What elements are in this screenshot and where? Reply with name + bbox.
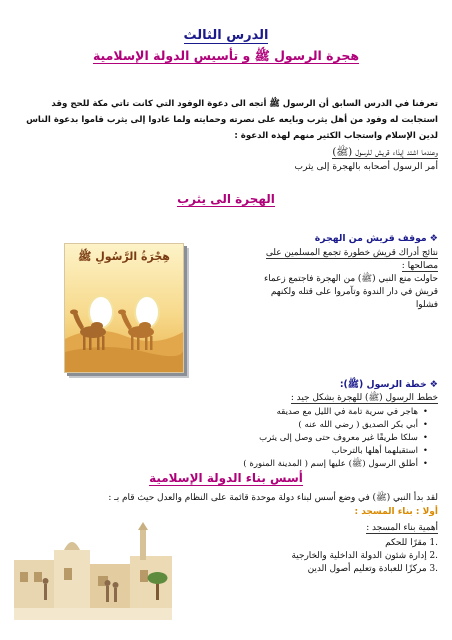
intro-paragraph: تعرفنا في الدرس السابق أن الرسول ﷺ أتجه الى دعوة الوفود التي كانت تاتي مكة للحج وقد استجابت له وفود من أهل يثرب وبايعه على نصرته وحمايته ولما عادوا إلى يثرب قاموا بدعوة الناس لدين الإسلام واستجاب الكثير منهم لهذه الدعوة : [26, 99, 438, 141]
mosque-importance-item-2-text: إدارة شئون الدولة الداخلية والخارجية [291, 551, 427, 561]
mosque-importance-item-1: .1 مقرًا للحكم [385, 538, 438, 548]
page-title-text: هجرة الرسول ﷺ و تأسيس الدولة الإسلامية [92, 48, 360, 63]
mosque-importance-item-2: .2 إدارة شئون الدولة الداخلية والخارجية [291, 551, 438, 561]
section-hijra-title-text: الهجرة الى يثرب [177, 192, 275, 206]
plan-bullet-2: • أبي بكر الصديق ( رضي الله عنه ) [120, 419, 418, 432]
medina-city-icon [14, 520, 172, 620]
quraysh-line-3: حاولت منع النبي (ﷺ) من الهجرة فاجتمع زعماء [264, 274, 438, 284]
quraysh-line-2-text: مصالحها : [401, 261, 438, 271]
quraysh-line-1-text: نتائج أدراك قريش خطورة تجمع المسلمين على [265, 248, 438, 258]
persecution-line [14, 146, 438, 159]
mosque-importance-item-1-text: مقرًا للحكم [385, 538, 427, 548]
plan-bullet-4: • استقبلهما أهلها بالترحاب [120, 445, 418, 458]
quraysh-stance-title: موقف قريش من الهجرة [314, 233, 427, 244]
plan-bullet-3: • سلكا طريقًا غير معروف حتى وصل إلى يثرب [120, 432, 418, 445]
quraysh-line-4: قريش في دار الندوة وتآمروا على قتله ولكنهم [270, 287, 438, 297]
star-bullet-icon: ❖ [429, 233, 438, 244]
quraysh-line-5: فشلوا [415, 300, 438, 310]
quraysh-line-2 [200, 260, 438, 273]
prophet-plan-lead-text: خطط الرسول (ﷺ) للهجرة بشكل جيد : [290, 393, 438, 403]
page-title [0, 48, 452, 67]
camels-desert-icon [65, 244, 183, 372]
mosque-building-label: أولا : بناء المسجد : [354, 507, 438, 517]
hijra-illustration-caption: هِجْرَةُ الرَّسُولِ ﷺ [78, 250, 170, 263]
prophet-plan-title: خطة الرسول (ﷺ): [339, 379, 427, 390]
mosque-importance-list [180, 537, 438, 576]
quraysh-stance-body [200, 247, 438, 312]
mosque-importance-item-3-text: مركزًا للعبادة وتعليم أصول الدين [307, 564, 427, 574]
section-state-foundations-title [0, 471, 452, 485]
lesson-label: الدرس الثالث [183, 28, 269, 43]
state-foundations-lead: لقد بدأ النبي (ﷺ) في وضع أسس لبناء دولة موحدة قائمة على النظام والعدل حيث قام بـ : [108, 493, 438, 503]
section-state-foundations-title-text: أسس بناء الدولة الإسلامية [149, 471, 303, 485]
lesson-heading [0, 28, 452, 43]
mosque-importance-item-3: .3 مركزًا للعبادة وتعليم أصول الدين [307, 564, 438, 574]
prophet-plan-lead [14, 392, 438, 405]
plan-bullet-5: • أطلق الرسول (ﷺ) عليها إسم ( المدينة المنورة ) [120, 458, 418, 471]
quraysh-stance-heading [200, 233, 438, 244]
prophet-plan-list [120, 406, 430, 471]
persecution-line-text: وعندما اشتد إيذاء قريش للرسول (ﷺ) [332, 147, 438, 158]
quraysh-line-1 [200, 247, 438, 260]
migration-order-line: أمر الرسول أصحابه بالهجرة إلى يثرب [294, 161, 438, 172]
hijra-illustration [64, 243, 184, 373]
mosque-importance-heading-text: أهمية بناء المسجد : [366, 523, 438, 533]
section-hijra-title [0, 192, 452, 206]
plan-bullet-1: • هاجر في سرية تامة في الليل مع صديقه [120, 406, 418, 419]
prophet-plan-heading [14, 378, 438, 392]
star-bullet-icon: ❖ [429, 379, 438, 390]
